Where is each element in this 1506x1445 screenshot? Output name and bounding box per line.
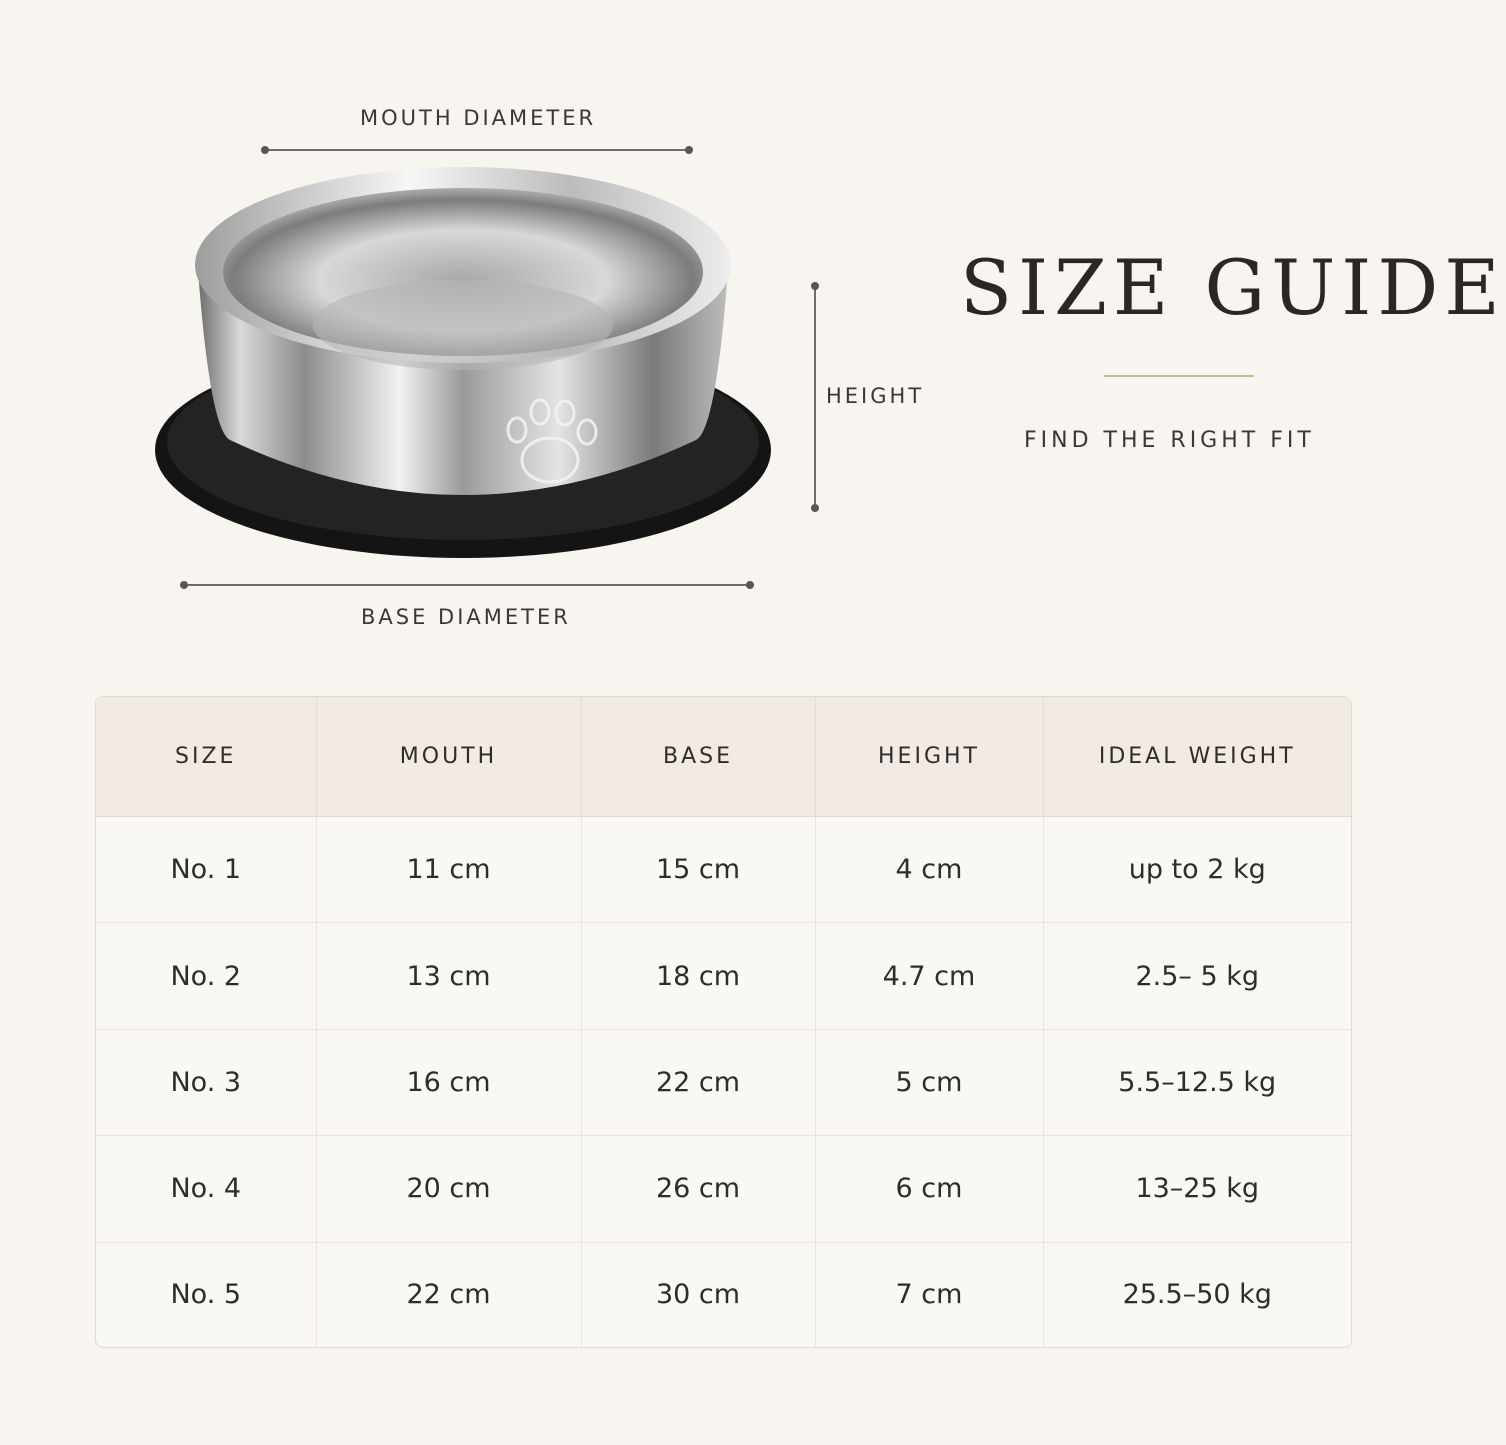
cell-size: No. 2 (96, 923, 316, 1029)
page-title: SIZE GUIDE (960, 243, 1506, 332)
table-row (96, 1242, 1351, 1347)
cell-ideal-weight: 2.5– 5 kg (1043, 923, 1351, 1029)
table-row (96, 817, 1351, 923)
column-header-mouth: MOUTH (316, 697, 581, 817)
base-line-endpoint-left (180, 581, 188, 589)
cell-ideal-weight: 5.5–12.5 kg (1043, 1029, 1351, 1135)
cell-size: No. 3 (96, 1029, 316, 1135)
table-row (96, 923, 1351, 1029)
cell-height: 5 cm (815, 1029, 1043, 1135)
cell-height: 4.7 cm (815, 923, 1043, 1029)
table-header-row (96, 697, 1351, 817)
mouth-line-endpoint-left (261, 146, 269, 154)
size-table (95, 696, 1352, 1348)
mouth-diameter-label: MOUTH DIAMETER (360, 106, 597, 130)
column-header-height: HEIGHT (815, 697, 1043, 817)
cell-mouth: 16 cm (316, 1029, 581, 1135)
cell-height: 7 cm (815, 1242, 1043, 1347)
bowl-image (150, 160, 790, 570)
height-line (814, 286, 816, 508)
cell-height: 4 cm (815, 817, 1043, 923)
cell-size: No. 4 (96, 1136, 316, 1242)
title-divider (1104, 375, 1254, 377)
cell-mouth: 11 cm (316, 817, 581, 923)
cell-mouth: 20 cm (316, 1136, 581, 1242)
cell-size: No. 1 (96, 817, 316, 923)
column-header-size: SIZE (96, 697, 316, 817)
height-line-endpoint-top (811, 282, 819, 290)
cell-base: 15 cm (581, 817, 815, 923)
column-header-base: BASE (581, 697, 815, 817)
cell-ideal-weight: 13–25 kg (1043, 1136, 1351, 1242)
mouth-line-endpoint-right (685, 146, 693, 154)
mouth-diameter-line (266, 149, 690, 151)
base-line-endpoint-right (746, 581, 754, 589)
base-diameter-label: BASE DIAMETER (361, 605, 571, 629)
cell-base: 26 cm (581, 1136, 815, 1242)
column-header-ideal-weight: IDEAL WEIGHT (1043, 697, 1351, 817)
cell-base: 30 cm (581, 1242, 815, 1347)
cell-ideal-weight: up to 2 kg (1043, 817, 1351, 923)
page-subtitle: FIND THE RIGHT FIT (1024, 428, 1315, 453)
cell-size: No. 5 (96, 1242, 316, 1347)
cell-height: 6 cm (815, 1136, 1043, 1242)
table-row (96, 1029, 1351, 1135)
cell-mouth: 13 cm (316, 923, 581, 1029)
height-label: HEIGHT (826, 384, 925, 408)
base-diameter-line (185, 584, 751, 586)
cell-mouth: 22 cm (316, 1242, 581, 1347)
cell-base: 18 cm (581, 923, 815, 1029)
height-line-endpoint-bottom (811, 504, 819, 512)
cell-ideal-weight: 25.5–50 kg (1122, 1279, 1272, 1311)
cell-base: 22 cm (581, 1029, 815, 1135)
table-row (96, 1136, 1351, 1242)
